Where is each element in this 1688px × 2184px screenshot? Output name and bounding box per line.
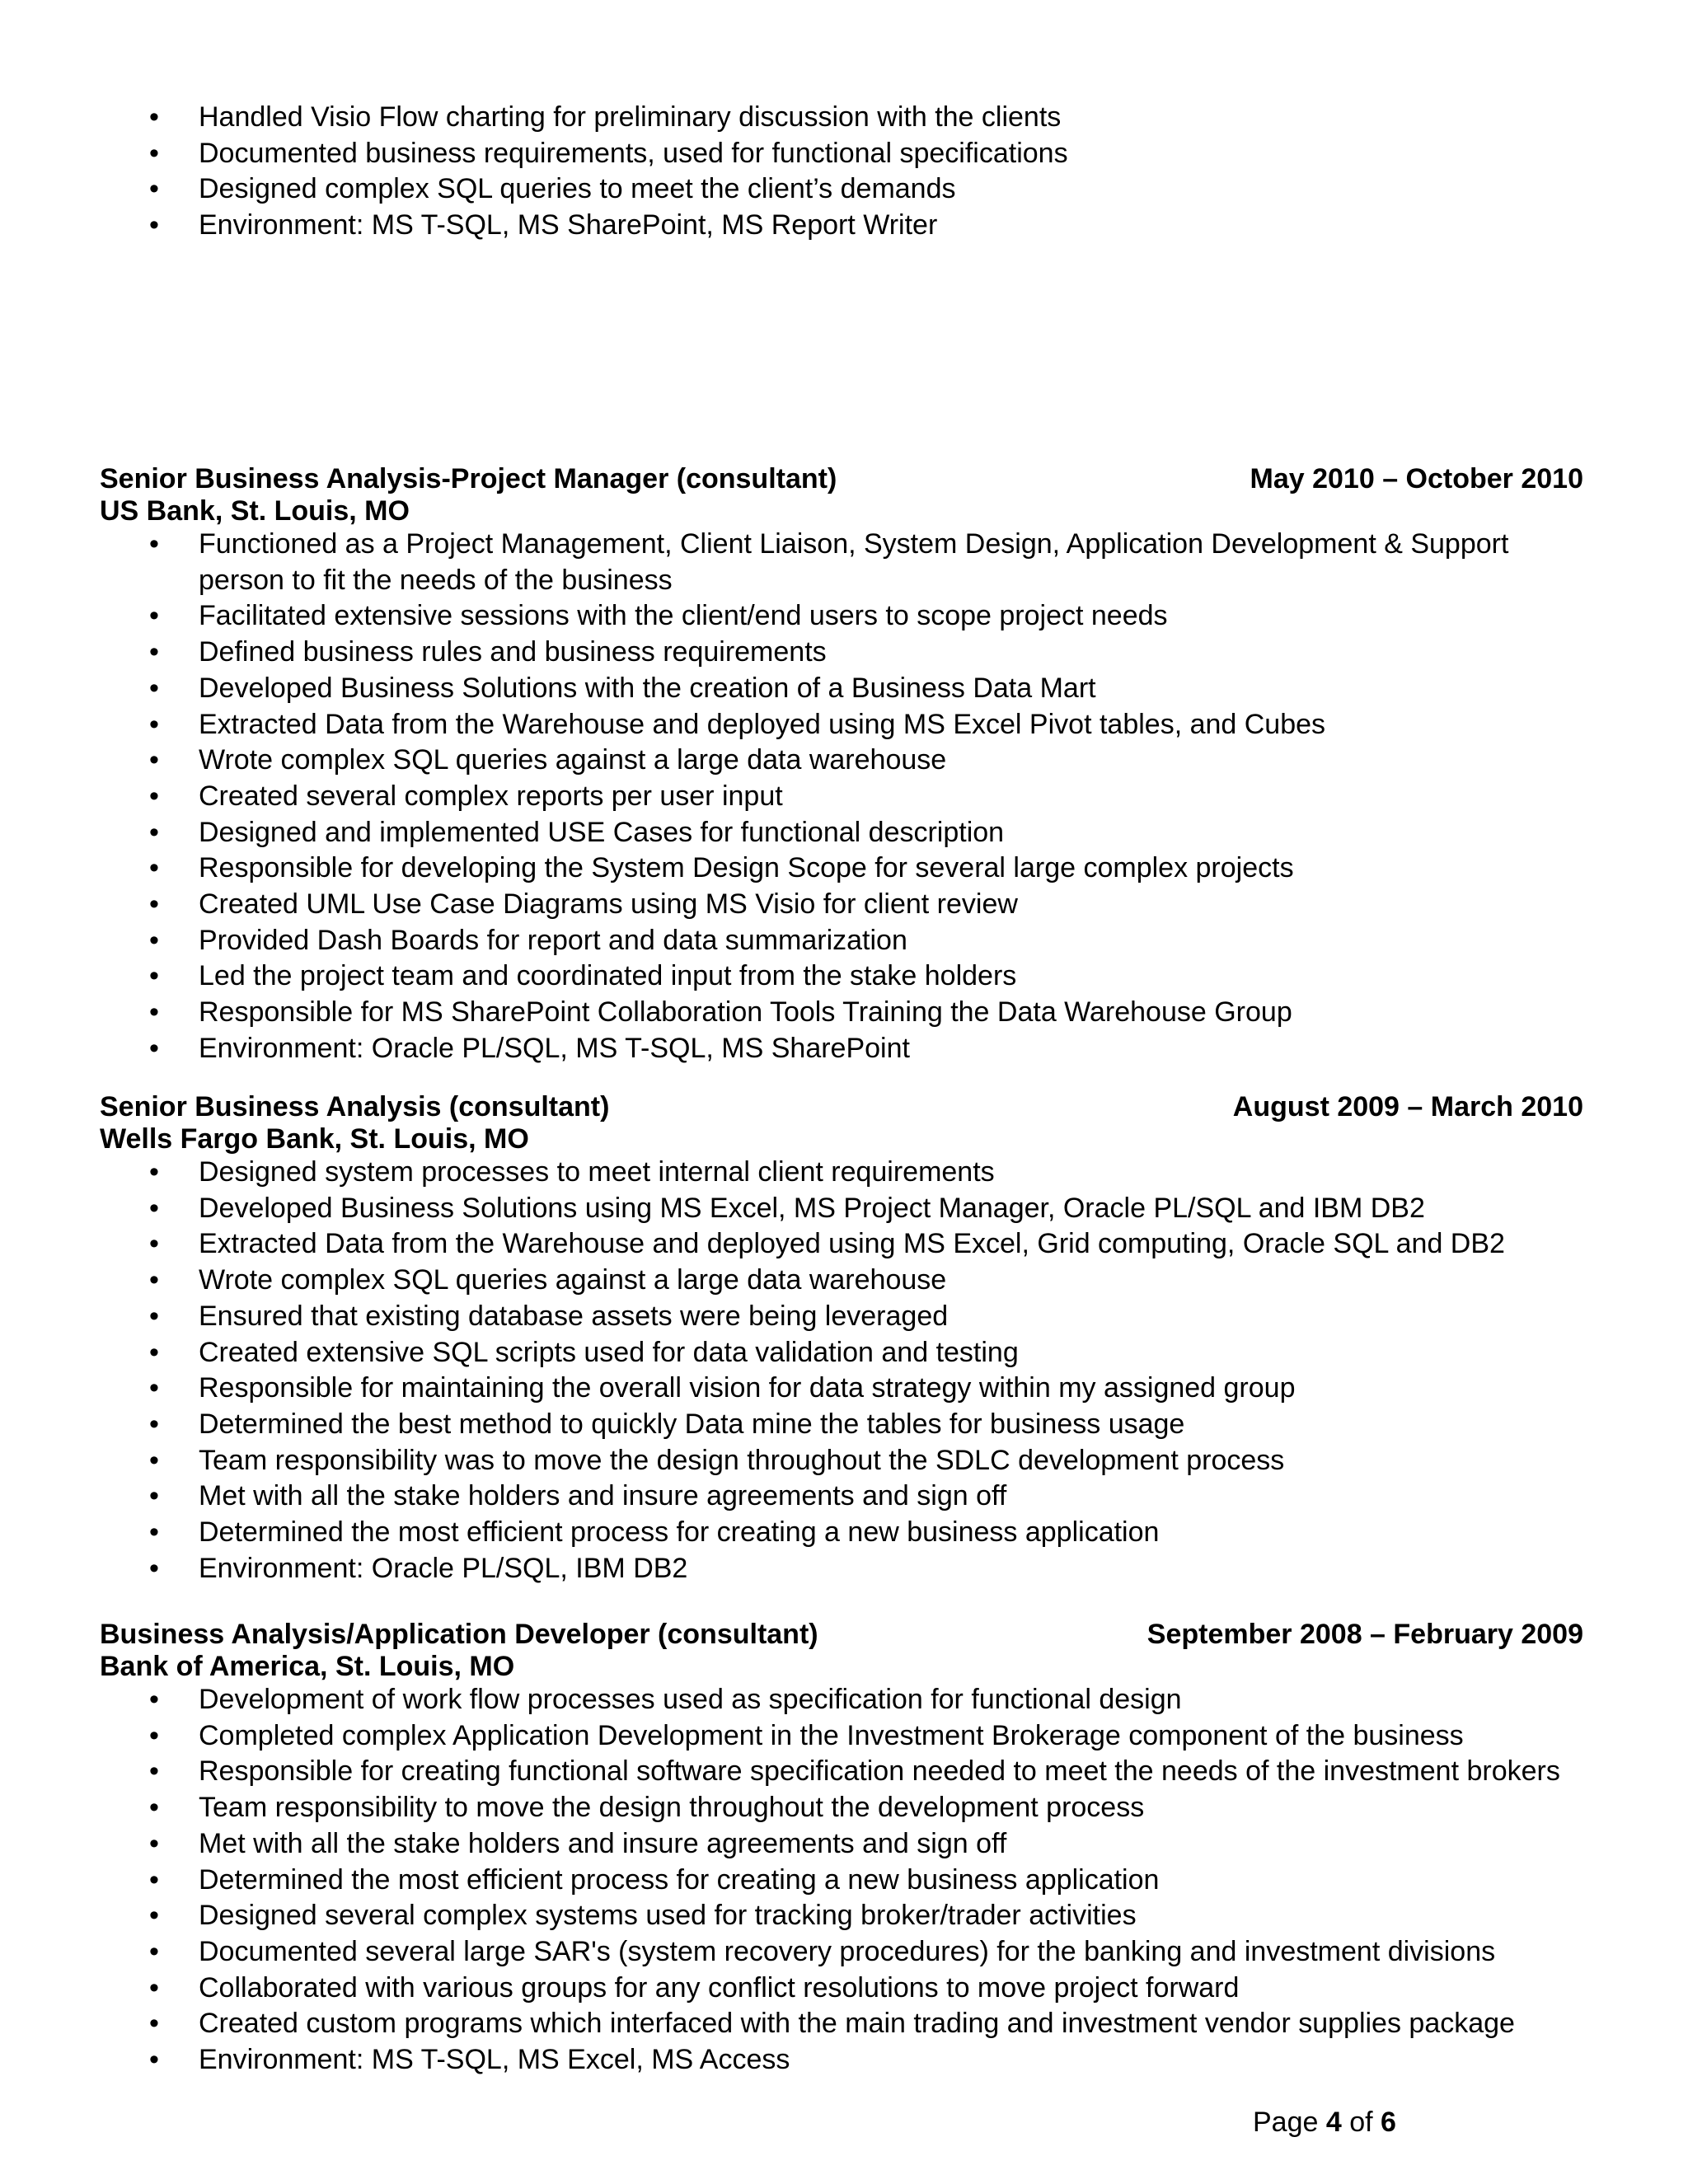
list-item: • Collaborated with various groups for any conflict resolutions to move project forward — [0, 1971, 1583, 2007]
job-title: Senior Business Analysis (consultant) — [100, 1091, 610, 1122]
bullet-icon: • — [149, 996, 159, 1029]
bullet-icon: • — [149, 1684, 159, 1715]
list-item: • Created custom programs which interfaced with the main trading and investment vendor supplies package — [0, 2006, 1583, 2042]
bullet-icon: • — [149, 1552, 159, 1584]
list-item: • Environment: MS T-SQL, MS SharePoint, MS Report Writer — [0, 208, 1583, 244]
bullet-icon: • — [149, 1971, 159, 2004]
list-item: • Team responsibility to move the design throughout the development process — [0, 1790, 1583, 1826]
list-item: • Responsible for developing the System Design Scope for several large complex projects — [0, 851, 1583, 887]
list-item: • Responsible for MS SharePoint Collaboration Tools Training the Data Warehouse Group — [0, 995, 1583, 1031]
list-item: • Facilitated extensive sessions with the client/end users to scope project needs — [0, 598, 1583, 635]
bullet-icon: • — [149, 1264, 159, 1296]
bullet-icon: • — [149, 672, 159, 704]
job-section-bank-of-america — [100, 1618, 1583, 2079]
list-item: • Functioned as a Project Management, Client Liaison, System Design, Application Development & Support person to fit the needs of the business — [149, 528, 1509, 596]
current-page-number: 4 — [1325, 2107, 1342, 2138]
list-item: • Responsible for maintaining the overall vision for data strategy within my assigned group — [0, 1371, 1583, 1407]
list-item: • Designed system processes to meet internal client requirements — [0, 1155, 1583, 1191]
bullet-icon: • — [149, 636, 159, 668]
job-dates: August 2009 – March 2010 — [1232, 1091, 1583, 1122]
bullet-icon: • — [149, 1719, 159, 1751]
job-company: Wells Fargo Bank, St. Louis, MO — [100, 1123, 529, 1155]
bullet-icon: • — [149, 2044, 159, 2076]
bullet-icon: • — [149, 137, 159, 169]
bullet-icon: • — [149, 960, 159, 992]
bullet-icon: • — [149, 173, 159, 205]
list-item: • Created several complex reports per user input — [0, 779, 1583, 815]
list-item: • Created extensive SQL scripts used for data validation and testing — [0, 1335, 1583, 1371]
bullet-icon: • — [149, 1228, 159, 1260]
list-item: • Determined the most efficient process for creating a new business application — [0, 1515, 1583, 1551]
bullet-icon: • — [149, 1300, 159, 1332]
bullet-icon: • — [149, 1192, 159, 1224]
bullet-icon: • — [149, 852, 159, 884]
bullet-icon: • — [149, 744, 159, 776]
job-company: US Bank, St. Louis, MO — [100, 495, 410, 527]
bullet-icon: • — [149, 1032, 159, 1064]
intro-bullet-list — [0, 100, 1583, 244]
list-item: • Determined the best method to quickly Data mine the tables for business usage — [0, 1407, 1583, 1443]
bullet-icon: • — [149, 816, 159, 848]
list-item: • Team responsibility was to move the design throughout the SDLC development process — [0, 1443, 1583, 1479]
list-item: • Ensured that existing database assets were being leveraged — [0, 1299, 1583, 1335]
list-item: • Responsible for creating functional software specification needed to meet the needs of the investment brokers — [0, 1754, 1583, 1790]
bullet-icon: • — [149, 1827, 159, 1859]
job-bullet-list — [0, 1682, 1560, 2079]
bullet-icon: • — [149, 1935, 159, 1967]
bullet-icon: • — [149, 1336, 159, 1368]
list-item: • Wrote complex SQL queries against a large data warehouse — [0, 1263, 1583, 1299]
of-word: of — [1349, 2107, 1373, 2138]
list-item: • Handled Visio Flow charting for preliminary discussion with the clients — [0, 100, 1583, 136]
page-number — [1253, 2106, 1396, 2139]
bullet-icon: • — [149, 2008, 159, 2040]
list-item: • Developed Business Solutions using MS Excel, MS Project Manager, Oracle PL/SQL and IBM DB2 — [0, 1191, 1583, 1227]
bullet-icon: • — [149, 780, 159, 812]
job-title: Senior Business Analysis-Project Manager (consultant) — [100, 463, 837, 494]
bullet-icon: • — [149, 1792, 159, 1824]
list-item: • Designed several complex systems used for tracking broker/trader activities — [0, 1898, 1583, 1934]
bullet-icon: • — [149, 101, 159, 133]
list-item: • Completed complex Application Development in the Investment Brokerage component of the business — [0, 1718, 1583, 1755]
list-item: • Designed complex SQL queries to meet the client’s demands — [0, 171, 1583, 208]
job-header — [100, 1090, 1583, 1123]
job-bullet-list — [0, 1155, 1505, 1586]
job-bullet-list — [0, 527, 1509, 1067]
bullet-icon: • — [149, 528, 159, 560]
list-item: • Developed Business Solutions with the creation of a Business Data Mart — [0, 671, 1583, 707]
job-section-wells-fargo — [100, 1090, 1583, 1586]
bullet-icon: • — [149, 209, 159, 241]
list-item: • Led the project team and coordinated input from the stake holders — [0, 958, 1583, 995]
list-item: • Environment: Oracle PL/SQL, MS T-SQL, MS SharePoint — [0, 1031, 1583, 1067]
page-word: Page — [1253, 2107, 1319, 2138]
list-item: • Development of work flow processes used as specification for functional design — [0, 1682, 1583, 1718]
bullet-icon: • — [149, 1444, 159, 1476]
bullet-icon: • — [149, 1408, 159, 1440]
job-dates: May 2010 – October 2010 — [1250, 463, 1583, 494]
list-item: • Met with all the stake holders and insure agreements and sign off — [0, 1826, 1583, 1863]
list-item: • Provided Dash Boards for report and data summarization — [0, 923, 1583, 959]
list-item: • Created UML Use Case Diagrams using MS Visio for client review — [0, 887, 1583, 923]
list-item: • Extracted Data from the Warehouse and deployed using MS Excel Pivot tables, and Cubes — [0, 707, 1583, 743]
bullet-icon: • — [149, 1900, 159, 1932]
bullet-icon: • — [149, 888, 159, 921]
bullet-icon: • — [149, 1480, 159, 1512]
list-item: • Documented several large SAR's (system recovery procedures) for the banking and investment divisions — [0, 1934, 1583, 1971]
bullet-icon: • — [149, 600, 159, 632]
job-section-us-bank — [100, 462, 1583, 1067]
job-title: Business Analysis/Application Developer (consultant) — [100, 1619, 818, 1650]
bullet-icon: • — [149, 1156, 159, 1188]
job-dates: September 2008 – February 2009 — [1146, 1619, 1583, 1650]
bullet-icon: • — [149, 1755, 159, 1788]
list-item: • Met with all the stake holders and insure agreements and sign off — [0, 1479, 1583, 1515]
bullet-icon: • — [149, 1863, 159, 1896]
list-item: • Designed and implemented USE Cases for functional description — [0, 815, 1583, 851]
list-item: • Extracted Data from the Warehouse and deployed using MS Excel, Grid computing, Oracle SQL and DB2 — [0, 1226, 1583, 1263]
job-header — [100, 1618, 1583, 1651]
bullet-icon: • — [149, 1516, 159, 1549]
job-header — [100, 462, 1583, 495]
bullet-icon: • — [149, 924, 159, 956]
bullet-icon: • — [149, 708, 159, 740]
list-item: • Wrote complex SQL queries against a large data warehouse — [0, 743, 1583, 779]
list-item: • Environment: MS T-SQL, MS Excel, MS Access — [0, 2042, 1583, 2079]
list-item: • Documented business requirements, used for functional specifications — [0, 136, 1583, 172]
list-item: • Environment: Oracle PL/SQL, IBM DB2 — [0, 1551, 1583, 1587]
list-item: • Determined the most efficient process for creating a new business application — [0, 1863, 1583, 1899]
list-item: • Defined business rules and business requirements — [0, 635, 1583, 671]
job-company: Bank of America, St. Louis, MO — [100, 1651, 515, 1682]
bullet-icon: • — [149, 1372, 159, 1404]
total-pages-number: 6 — [1381, 2107, 1396, 2138]
